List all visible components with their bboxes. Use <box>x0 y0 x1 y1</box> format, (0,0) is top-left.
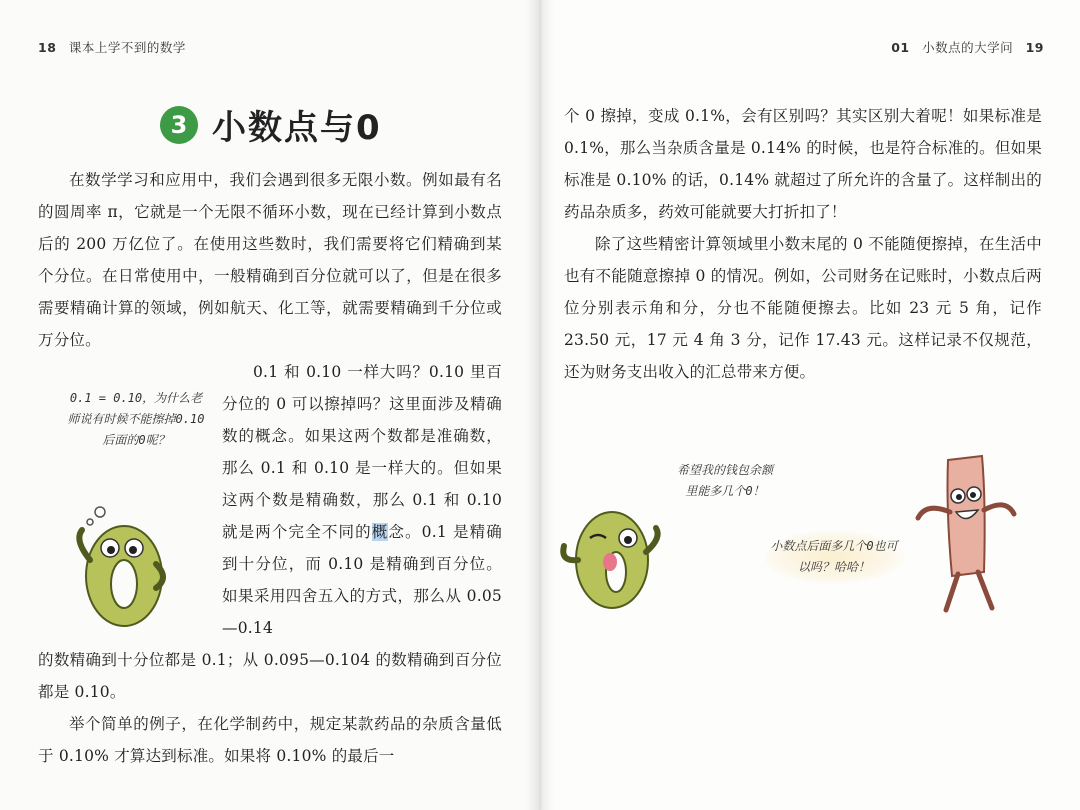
chapter-title: 小数点的大学问 <box>922 40 1014 55</box>
speech-bubble-stick: 小数点后面多几个0也可以吗？哈哈！ <box>764 530 904 584</box>
book-title: 课本上学不到的数学 <box>68 40 186 55</box>
book-gutter <box>526 0 554 810</box>
thought-bubble-left: 0.1 = 0.10，为什么老师说有时候不能擦掉0.10后面的0呢？ <box>67 391 205 447</box>
paragraph: 举个简单的例子，在化学制药中，规定某款药品的杂质含量低于 0.10% 才算达到标准。如果将 0.10% 的最后一 <box>38 715 502 765</box>
left-intro-paragraph <box>38 164 502 356</box>
section-number-badge: 3 <box>160 106 198 144</box>
zero-character-winking-illustration <box>556 498 668 616</box>
paragraph-text: 念。0.1 是精确到十分位，而 0.10 是精确到百分位。如果采用四舍五入的方式，那么从 0.05—0.14 <box>222 523 502 637</box>
left-bottom-text <box>38 644 502 772</box>
selected-text[interactable]: 概 <box>371 523 389 541</box>
paragraph: 在数学学习和应用中，我们会遇到很多无限小数。例如最有名的圆周率 π，它就是一个无限不循环小数，现在已经计算到小数点后的 200 万亿位了。在使用这些数时，我们需要将它们精确到某个分位。在日常使用中，一般精确到百分位就可以了，但是在很多需要精确计算的领域，例如航天、化工等，就需要精确到千分位或万分位。 <box>38 171 502 349</box>
left-page-number: 18 <box>38 40 57 55</box>
right-text-block <box>564 100 1042 388</box>
chapter-number: 01 <box>891 40 910 55</box>
paragraph-text: 0.1 和 0.10 一样大吗？0.10 里百分位的 0 可以擦掉吗？这里面涉及精确数的概念。如果这两个数都是准确数，那么 0.1 和 0.10 是一样大的。但如果这两个数是精确数，那么 0.1 和 0.10 就是两个完全不同的 <box>222 363 502 541</box>
paragraph-continuation: 的数精确到十分位都是 0.1；从 0.095—0.104 的数精确到百分位都是 0.10。 <box>38 651 502 701</box>
decimal-point-character-illustration <box>906 452 1026 622</box>
wrapped-paragraph <box>222 356 502 644</box>
section-heading <box>160 100 382 149</box>
left-running-head <box>38 38 186 56</box>
speech-bubble-zero: 希望我的钱包余额里能多几个0！ <box>676 463 773 498</box>
paragraph <box>222 356 502 644</box>
zero-character-thinking-illustration <box>60 500 180 630</box>
right-page-number: 19 <box>1025 40 1044 55</box>
paragraph: 除了这些精密计算领域里小数末尾的 0 不能随便擦掉，在生活中也有不能随意擦掉 0 的情况。例如，公司财务在记账时，小数点后两位分别表示角和分，分也不能随便擦去。比如 23 元 5 角，记作 23.50 元，17 元 4 角 3 分，记作 17.43 元。这样记录不仅规范，还为财务支出收入的汇总带来方便。 <box>564 235 1042 381</box>
paragraph-continuation: 个 0 擦掉，变成 0.1%，会有区别吗？其实区别大着呢！如果标准是 0.1%，那么当杂质含量是 0.14% 的时候，也是符合标准的。但如果标准是 0.10% 的话，0.14% 就超过了所允许的含量了。这样制出的药品杂质多，药效可能就要大打折扣了！ <box>564 107 1042 221</box>
right-running-head <box>891 38 1044 56</box>
section-title: 小数点与0 <box>212 108 382 148</box>
